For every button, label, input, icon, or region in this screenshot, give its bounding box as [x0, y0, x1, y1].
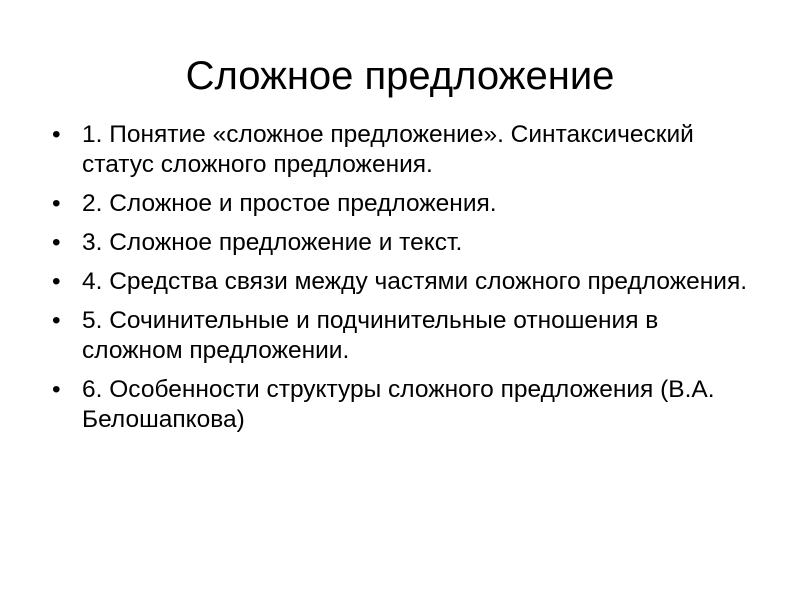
- bullet-icon: •: [52, 376, 61, 403]
- list-item-text: 5. Сочинительные и подчинительные отношения в сложном предложении.: [82, 307, 659, 364]
- bullet-list: [52, 120, 752, 444]
- list-item: [52, 306, 752, 366]
- bullet-icon: •: [52, 190, 61, 217]
- bullet-icon: •: [52, 307, 61, 334]
- list-item: [52, 228, 752, 258]
- list-item-text: 3. Сложное предложение и текст.: [82, 229, 463, 256]
- bullet-icon: •: [52, 121, 61, 148]
- list-item: [52, 375, 752, 435]
- list-item-text: 1. Понятие «сложное предложение». Синтаксический статус сложного предложения.: [82, 121, 694, 178]
- list-item: [52, 189, 752, 219]
- list-item: [52, 120, 752, 180]
- list-item-text: 6. Особенности структуры сложного предложения (В.А. Белошапкова): [82, 376, 715, 433]
- list-item: [52, 267, 752, 297]
- bullet-icon: •: [52, 229, 61, 256]
- bullet-icon: •: [52, 268, 61, 295]
- list-item-text: 4. Средства связи между частями сложного предложения.: [82, 268, 748, 295]
- list-item-text: 2. Сложное и простое предложения.: [82, 190, 497, 217]
- slide-title: Сложное предложение: [185, 54, 615, 98]
